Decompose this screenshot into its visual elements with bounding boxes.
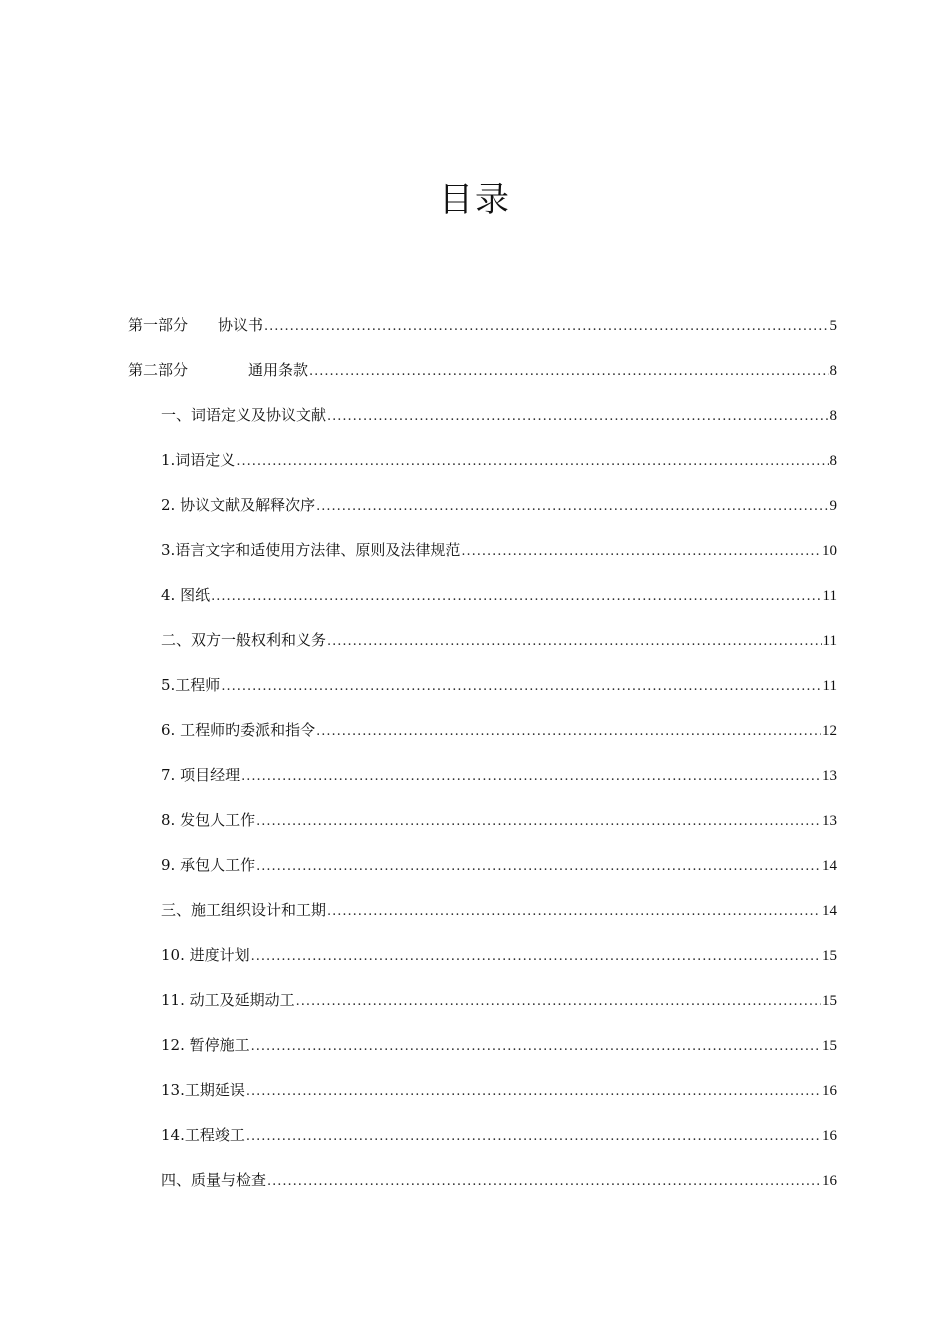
toc-page-number: 11 bbox=[822, 588, 837, 604]
toc-dot-leader bbox=[241, 762, 821, 792]
toc-entry[interactable] bbox=[161, 850, 837, 880]
toc-entry[interactable] bbox=[128, 310, 837, 340]
toc-dot-leader bbox=[267, 1167, 821, 1197]
toc-entry-label: 4. 图纸 bbox=[161, 586, 211, 604]
toc-entry-label: 四、质量与检查 bbox=[161, 1171, 267, 1189]
toc-entry[interactable] bbox=[161, 1030, 837, 1060]
toc-page-number: 8 bbox=[829, 453, 837, 469]
toc-entry[interactable] bbox=[161, 625, 837, 655]
toc-entry[interactable] bbox=[161, 445, 837, 475]
toc-entry-label: 2. 协议文献及解释次序 bbox=[161, 496, 316, 514]
toc-dot-leader bbox=[309, 357, 828, 387]
toc-page-number: 15 bbox=[822, 948, 837, 964]
toc-entry[interactable] bbox=[128, 355, 837, 385]
toc-entry[interactable] bbox=[161, 1075, 837, 1105]
toc-entry-label: 一、词语定义及协议文献 bbox=[161, 406, 327, 424]
toc-entry-label: 第一部分 协议书 bbox=[128, 316, 264, 334]
toc-dot-leader bbox=[246, 1077, 821, 1107]
toc-page-number: 16 bbox=[822, 1083, 837, 1099]
toc-page-number: 16 bbox=[822, 1128, 837, 1144]
toc-entry[interactable] bbox=[161, 1165, 837, 1195]
toc-entry-label: 14.工程竣工 bbox=[161, 1126, 245, 1144]
toc-dot-leader bbox=[221, 672, 821, 702]
toc-entry-label: 1.词语定义 bbox=[161, 451, 236, 469]
toc-entry-label: 二、双方一般权利和义务 bbox=[161, 631, 327, 649]
toc-entry[interactable] bbox=[161, 760, 837, 790]
toc-page-number: 15 bbox=[822, 993, 837, 1009]
toc-dot-leader bbox=[264, 312, 828, 342]
toc-dot-leader bbox=[246, 1122, 821, 1152]
toc-entry-label: 三、施工组织设计和工期 bbox=[161, 901, 327, 919]
toc-entry[interactable] bbox=[161, 715, 837, 745]
toc-entry-label: 9. 承包人工作 bbox=[161, 856, 256, 874]
toc-entry[interactable] bbox=[161, 580, 837, 610]
toc-entry-label: 7. 项目经理 bbox=[161, 766, 241, 784]
toc-entry-label: 8. 发包人工作 bbox=[161, 811, 256, 829]
toc-dot-leader bbox=[211, 582, 821, 612]
toc-page-number: 9 bbox=[829, 498, 837, 514]
toc-page-number: 13 bbox=[822, 768, 837, 784]
toc-dot-leader bbox=[296, 987, 821, 1017]
toc-page-number: 10 bbox=[822, 543, 837, 559]
toc-page-number: 11 bbox=[822, 633, 837, 649]
toc-entry-label: 12. 暂停施工 bbox=[161, 1036, 250, 1054]
toc-page-number: 8 bbox=[829, 408, 837, 424]
toc-page-number: 14 bbox=[822, 903, 837, 919]
toc-entry-label: 13.工期延误 bbox=[161, 1081, 245, 1099]
toc-dot-leader bbox=[316, 492, 828, 522]
toc-dot-leader bbox=[316, 717, 821, 747]
toc-page-number: 13 bbox=[822, 813, 837, 829]
toc-entry-label: 6. 工程师旳委派和指令 bbox=[161, 721, 316, 739]
toc-page-number: 16 bbox=[822, 1173, 837, 1189]
toc-entry[interactable] bbox=[161, 805, 837, 835]
toc-entry[interactable] bbox=[161, 1120, 837, 1150]
toc-dot-leader bbox=[327, 402, 828, 432]
toc-dot-leader bbox=[327, 627, 822, 657]
toc-entry-label: 5.工程师 bbox=[161, 676, 221, 694]
toc-page-number: 8 bbox=[829, 363, 837, 379]
toc-page-number: 14 bbox=[822, 858, 837, 874]
toc-entry-label: 第二部分 通用条款 bbox=[128, 361, 309, 379]
toc-dot-leader bbox=[236, 447, 828, 477]
toc-entry[interactable] bbox=[161, 985, 837, 1015]
toc-dot-leader bbox=[251, 942, 821, 972]
page-title: 目录 bbox=[439, 180, 511, 220]
toc-entry[interactable] bbox=[161, 400, 837, 430]
toc-dot-leader bbox=[251, 1032, 821, 1062]
toc-entry[interactable] bbox=[161, 670, 837, 700]
toc-page-number: 15 bbox=[822, 1038, 837, 1054]
toc-dot-leader bbox=[256, 852, 821, 882]
toc-page-number: 5 bbox=[829, 318, 837, 334]
toc-page-number: 11 bbox=[822, 678, 837, 694]
toc-entry[interactable] bbox=[161, 940, 837, 970]
toc-entry-label: 10. 进度计划 bbox=[161, 946, 250, 964]
toc-entry-label: 11. 动工及延期动工 bbox=[161, 991, 295, 1009]
toc-dot-leader bbox=[327, 897, 821, 927]
toc-dot-leader bbox=[256, 807, 821, 837]
toc-page-number: 12 bbox=[822, 723, 837, 739]
toc-entry[interactable] bbox=[161, 535, 837, 565]
toc-entry[interactable] bbox=[161, 490, 837, 520]
toc-entry-label: 3.语言文字和适使用方法律、原则及法律规范 bbox=[161, 541, 461, 559]
toc-entry[interactable] bbox=[161, 895, 837, 925]
toc-dot-leader bbox=[461, 537, 821, 567]
